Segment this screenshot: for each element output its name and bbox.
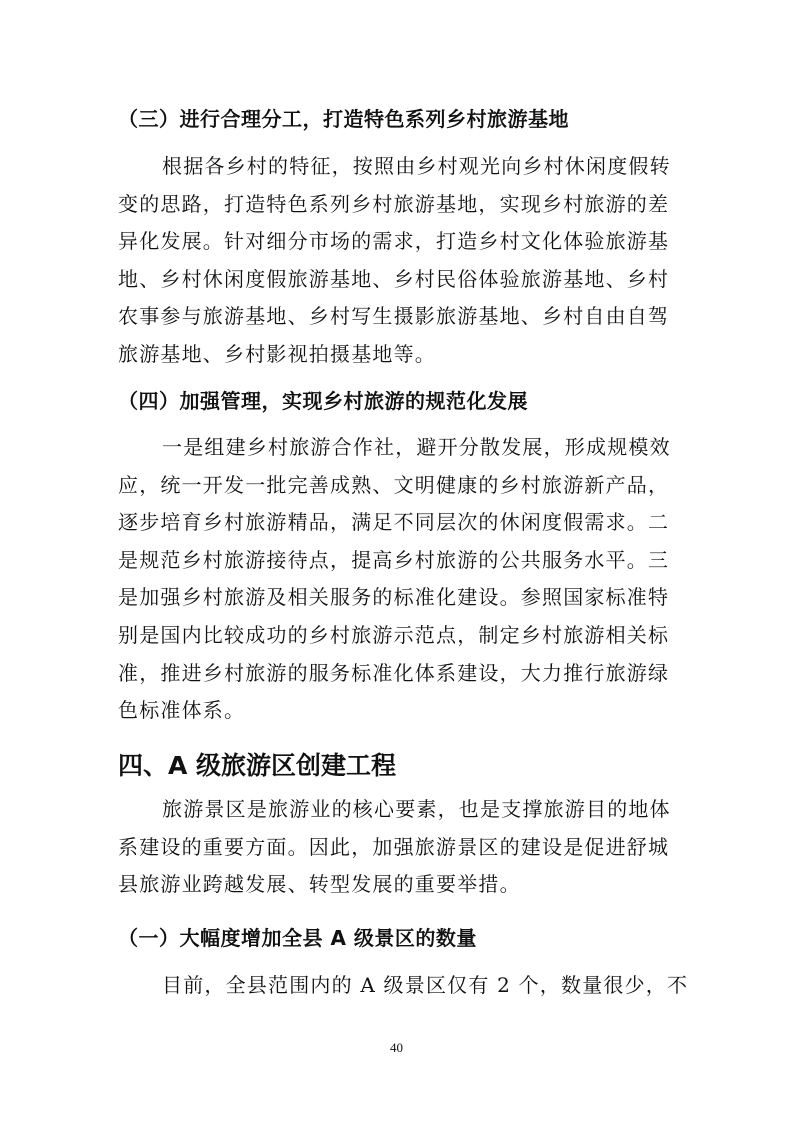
paragraph-line: 别是国内比较成功的乡村旅游示范点，制定乡村旅游相关标 <box>118 622 670 647</box>
page-number: 40 <box>390 1040 403 1055</box>
paragraph-line: 旅游基地、乡村影视拍摄基地等。 <box>118 341 436 366</box>
section-3-paragraph <box>118 148 688 374</box>
paragraph-line: 变的思路，打造特色系列乡村旅游基地，实现乡村旅游的差 <box>118 191 670 216</box>
paragraph-line: 一是组建乡村旅游合作社，避开分散发展，形成规模效 <box>162 435 671 459</box>
paragraph-line: 应，统一开发一批完善成熟、文明健康的乡村旅游新产品， <box>118 472 670 497</box>
paragraph-line: 根据各乡村的特征，按照由乡村观光向乡村休闲度假转 <box>162 154 671 178</box>
paragraph-line: 县旅游业跨越发展、转型发展的重要举措。 <box>118 872 521 897</box>
section-4-paragraph <box>118 429 688 730</box>
section-heading-4: （四）加强管理，实现乡村旅游的规范化发展 <box>118 389 528 413</box>
subsection-heading-1: （一）大幅度增加全县 A 级景区的数量 <box>118 926 477 950</box>
paragraph-line: 是加强乡村旅游及相关服务的标准化建设。参照国家标准特 <box>118 585 670 610</box>
paragraph-line: 目前，全县范围内的 A 级景区仅有 2 个，数量很少，不 <box>162 973 689 997</box>
paragraph-line: 准，推进乡村旅游的服务标准化体系建设，大力推行旅游绿 <box>118 660 670 685</box>
paragraph-line: 农事参与旅游基地、乡村写生摄影旅游基地、乡村自由自驾 <box>118 304 670 329</box>
paragraph-line: 地、乡村休闲度假旅游基地、乡村民俗体验旅游基地、乡村 <box>118 266 670 291</box>
paragraph-line: 系建设的重要方面。因此，加强旅游景区的建设是促进舒城 <box>118 834 670 859</box>
paragraph-line: 逐步培育乡村旅游精品，满足不同层次的休闲度假需求。二 <box>118 510 670 535</box>
paragraph-line: 异化发展。针对细分市场的需求，打造乡村文化体验旅游基 <box>118 229 670 254</box>
subsection-1-paragraph <box>118 967 688 1005</box>
chapter-heading: 四、A 级旅游区创建工程 <box>118 751 397 780</box>
section-heading-3: （三）进行合理分工，打造特色系列乡村旅游基地 <box>118 107 569 131</box>
paragraph-line: 旅游景区是旅游业的核心要素，也是支撑旅游目的地体 <box>162 797 671 821</box>
chapter-paragraph <box>118 791 688 904</box>
paragraph-line: 色标准体系。 <box>118 698 246 723</box>
paragraph-line: 是规范乡村旅游接待点，提高乡村旅游的公共服务水平。三 <box>118 547 670 572</box>
